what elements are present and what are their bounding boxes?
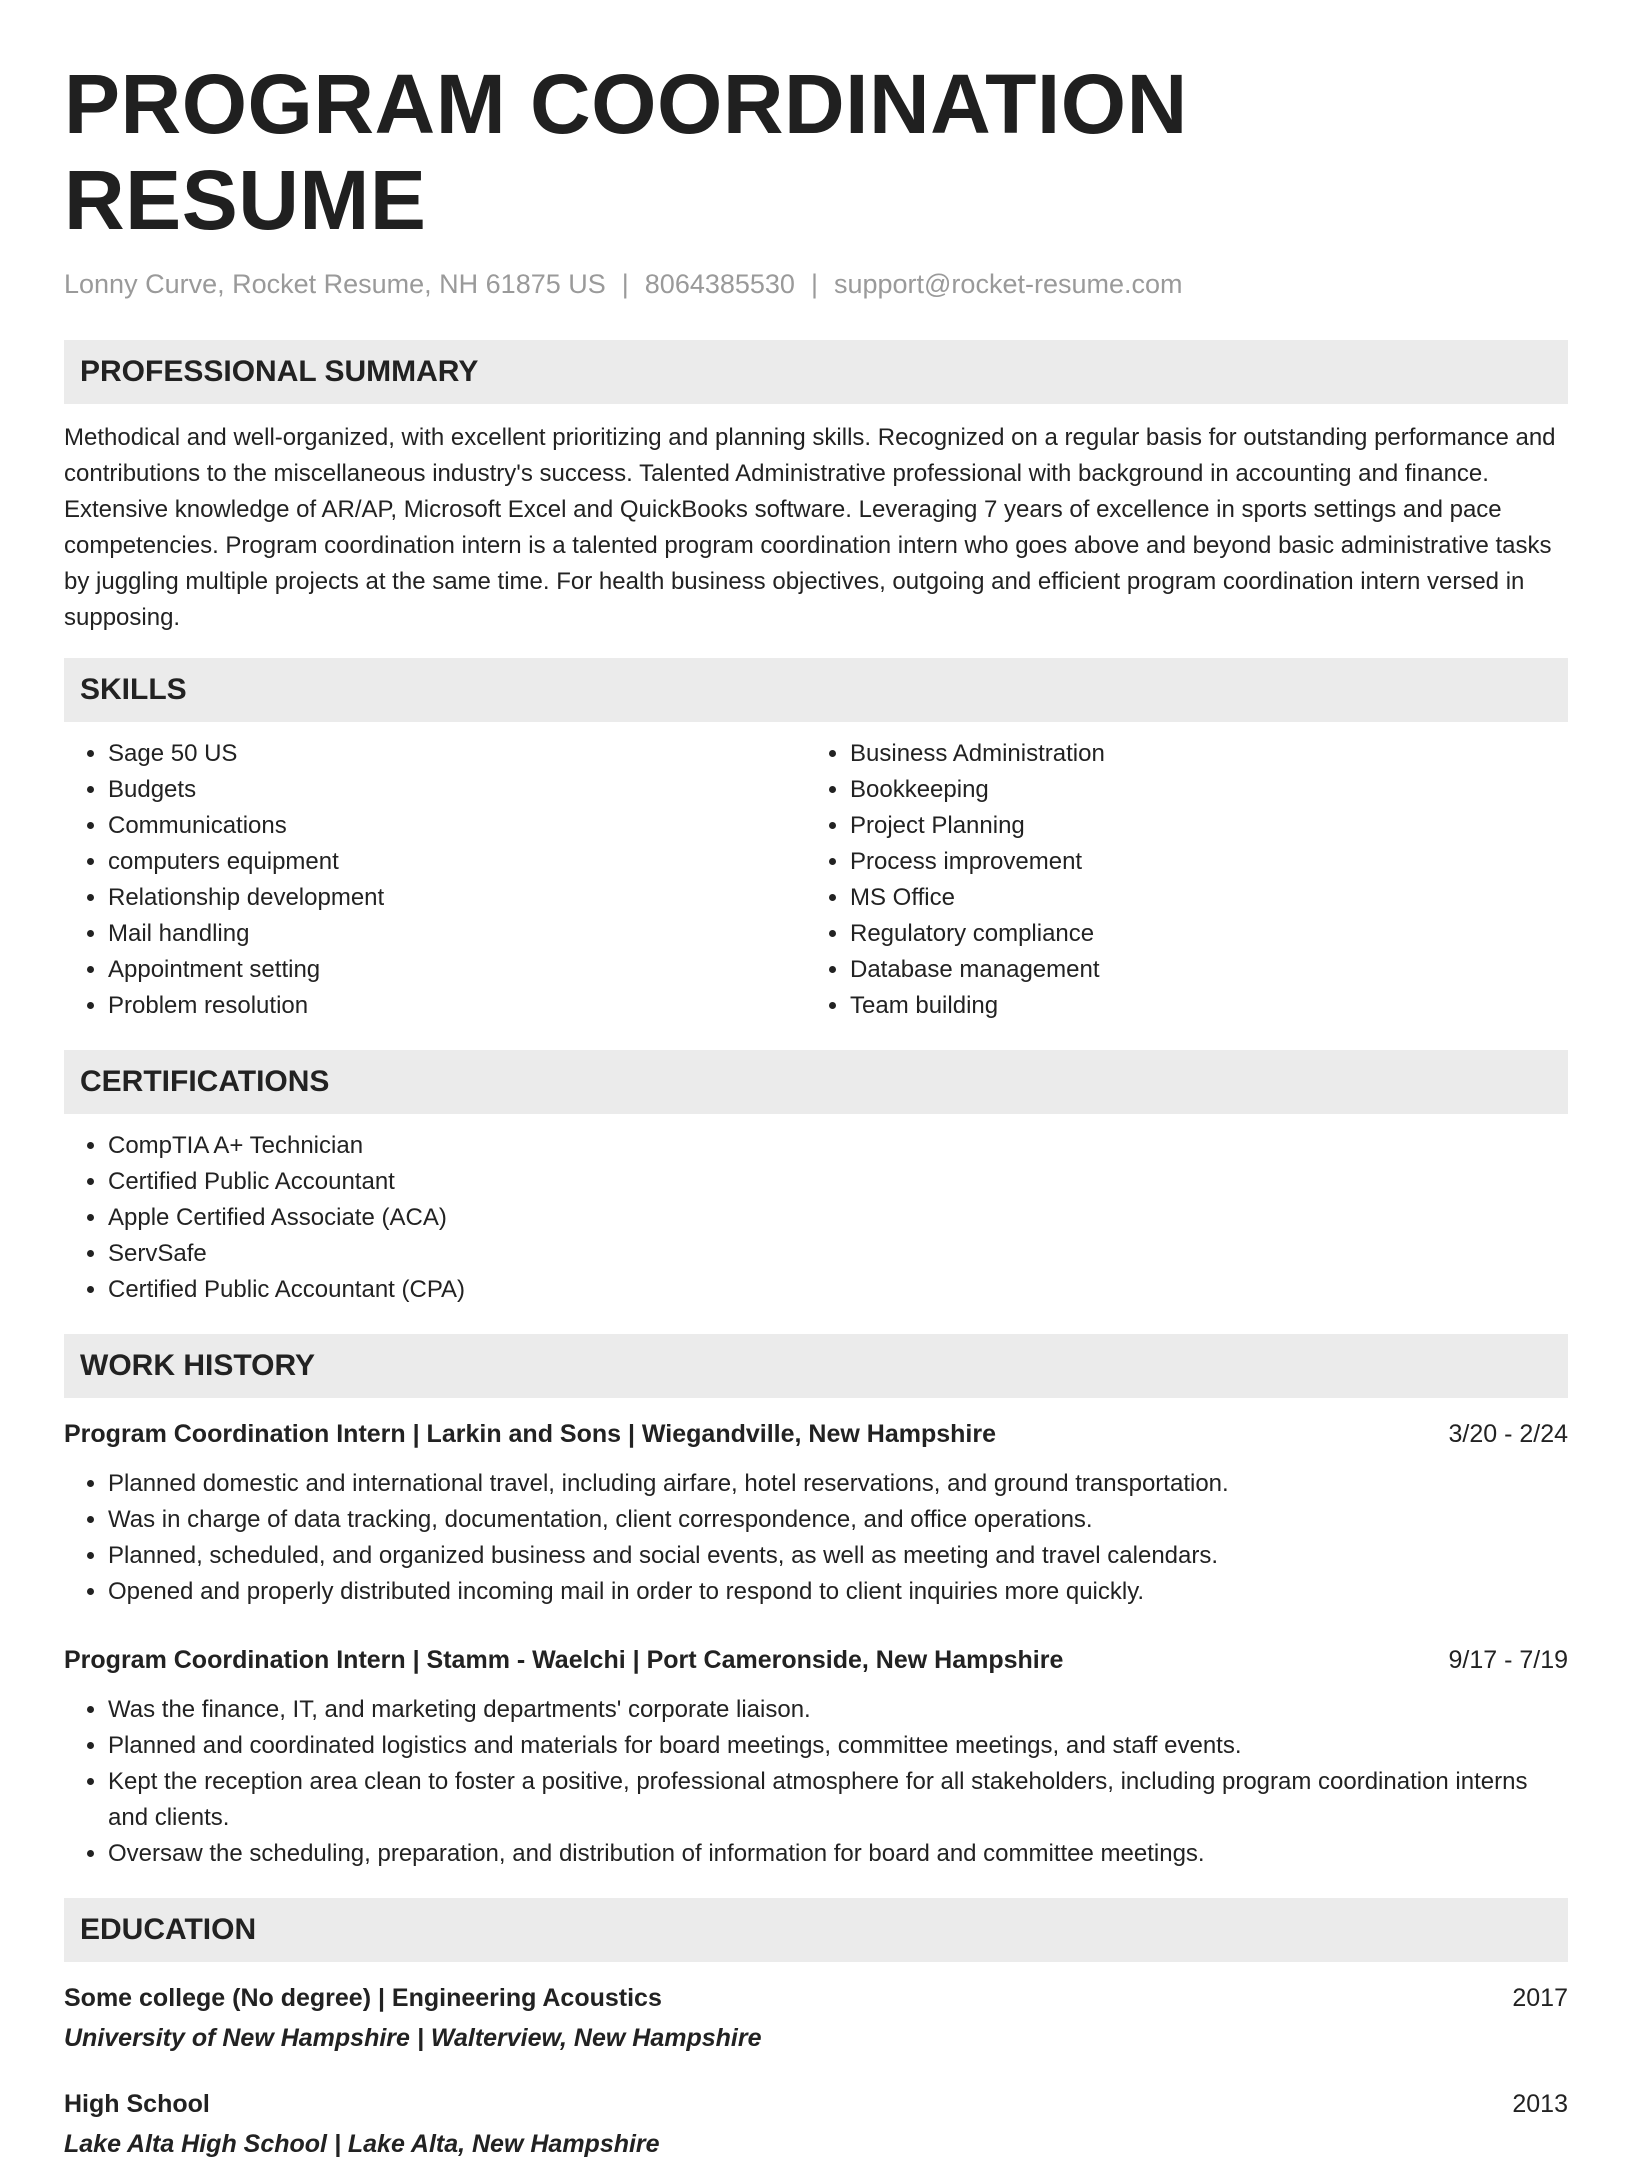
contact-separator: | xyxy=(810,269,818,299)
list-item: • Regulatory compliance xyxy=(850,916,1548,952)
skills-column-left xyxy=(64,736,806,1024)
education-header xyxy=(64,1980,1568,2016)
list-item: • Problem resolution xyxy=(108,988,806,1024)
education-header xyxy=(64,2086,1568,2122)
contact-separator: | xyxy=(621,269,629,299)
list-item: • Communications xyxy=(108,808,806,844)
list-item: • Project Planning xyxy=(850,808,1548,844)
list-item: • Relationship development xyxy=(108,880,806,916)
section-heading-summary: PROFESSIONAL SUMMARY xyxy=(64,340,1568,404)
list-item: • Process improvement xyxy=(850,844,1548,880)
skills-column-right xyxy=(806,736,1548,1024)
list-item: • Team building xyxy=(850,988,1548,1024)
section-heading-certifications: CERTIFICATIONS xyxy=(64,1050,1568,1114)
education-school: Lake Alta High School | Lake Alta, New Hampshire xyxy=(64,2130,660,2158)
resume-title: PROGRAM COORDINATION RESUME xyxy=(64,57,1188,247)
job-dates: 3/20 - 2/24 xyxy=(1448,1420,1568,1448)
summary-text: Methodical and well-organized, with excellent prioritizing and planning skills. Recognized on a regular basis for outstanding performance and contributions to the miscellaneous industry's success. Talented Administrative professional with background in accounting and finance. Extensive knowledge of AR/AP, Microsoft Excel and QuickBooks software. Leveraging 7 years of excellence in sports settings and pace competencies. Program coordination intern is a talented program coordination intern who goes above and beyond basic administrative tasks by juggling multiple projects at the same time. For health business objectives, outgoing and efficient program coordination intern versed in supposing. xyxy=(64,424,1556,631)
list-item: • Planned and coordinated logistics and materials for board meetings, committee meetings, and staff events. xyxy=(108,1728,1568,1764)
list-item: • Apple Certified Associate (ACA) xyxy=(108,1200,1568,1236)
list-item: • CompTIA A+ Technician xyxy=(108,1128,1568,1164)
education-degree: High School xyxy=(64,2090,210,2118)
contact-email: support@rocket-resume.com xyxy=(833,269,1183,299)
list-item: • computers equipment xyxy=(108,844,806,880)
list-item: • Opened and properly distributed incoming mail in order to respond to client inquiries more quickly. xyxy=(108,1574,1568,1610)
list-item: • Certified Public Accountant (CPA) xyxy=(108,1272,1568,1308)
education-entry xyxy=(64,2086,1568,2162)
job-entry xyxy=(64,1642,1568,1872)
list-item: • Budgets xyxy=(108,772,806,808)
job-dates: 9/17 - 7/19 xyxy=(1448,1646,1568,1674)
contact-phone: 8064385530 xyxy=(644,269,795,299)
list-item: • Was in charge of data tracking, documentation, client correspondence, and office operations. xyxy=(108,1502,1568,1538)
list-item: • ServSafe xyxy=(108,1236,1568,1272)
certifications-list xyxy=(64,1128,1568,1308)
education-year: 2013 xyxy=(1512,2090,1568,2118)
job-role: Program Coordination Intern | Larkin and Sons | Wiegandville, New Hampshire xyxy=(64,1420,996,1448)
job-entry xyxy=(64,1416,1568,1610)
list-item: • Business Administration xyxy=(850,736,1548,772)
list-item: • Planned domestic and international travel, including airfare, hotel reservations, and ground transportation. xyxy=(108,1466,1568,1502)
list-item: • Certified Public Accountant xyxy=(108,1164,1568,1200)
section-heading-education: EDUCATION xyxy=(64,1898,1568,1962)
job-bullets xyxy=(64,1692,1568,1872)
contact-address: Lonny Curve, Rocket Resume, NH 61875 US xyxy=(64,269,606,299)
list-item: • MS Office xyxy=(850,880,1548,916)
job-role: Program Coordination Intern | Stamm - Waelchi | Port Cameronside, New Hampshire xyxy=(64,1646,1064,1674)
job-bullets xyxy=(64,1466,1568,1610)
list-item: • Mail handling xyxy=(108,916,806,952)
section-heading-work-history: WORK HISTORY xyxy=(64,1334,1568,1398)
list-item: • Bookkeeping xyxy=(850,772,1548,808)
job-header xyxy=(64,1416,1568,1452)
education-entry xyxy=(64,1980,1568,2056)
list-item: • Was the finance, IT, and marketing departments' corporate liaison. xyxy=(108,1692,1568,1728)
list-item: • Kept the reception area clean to foster a positive, professional atmosphere for all stakeholders, including program coordination interns and clients. xyxy=(108,1764,1568,1836)
education-year: 2017 xyxy=(1512,1984,1568,2012)
list-item: • Planned, scheduled, and organized business and social events, as well as meeting and travel calendars. xyxy=(108,1538,1568,1574)
list-item: • Sage 50 US xyxy=(108,736,806,772)
skills-list xyxy=(64,722,1568,1024)
job-header xyxy=(64,1642,1568,1678)
contact-line xyxy=(64,266,1568,302)
list-item: • Database management xyxy=(850,952,1548,988)
list-item: • Appointment setting xyxy=(108,952,806,988)
education-degree: Some college (No degree) | Engineering Acoustics xyxy=(64,1984,662,2012)
section-heading-skills: SKILLS xyxy=(64,658,1568,722)
education-school: University of New Hampshire | Walterview, New Hampshire xyxy=(64,2024,762,2052)
list-item: • Oversaw the scheduling, preparation, and distribution of information for board and committee meetings. xyxy=(108,1836,1568,1872)
